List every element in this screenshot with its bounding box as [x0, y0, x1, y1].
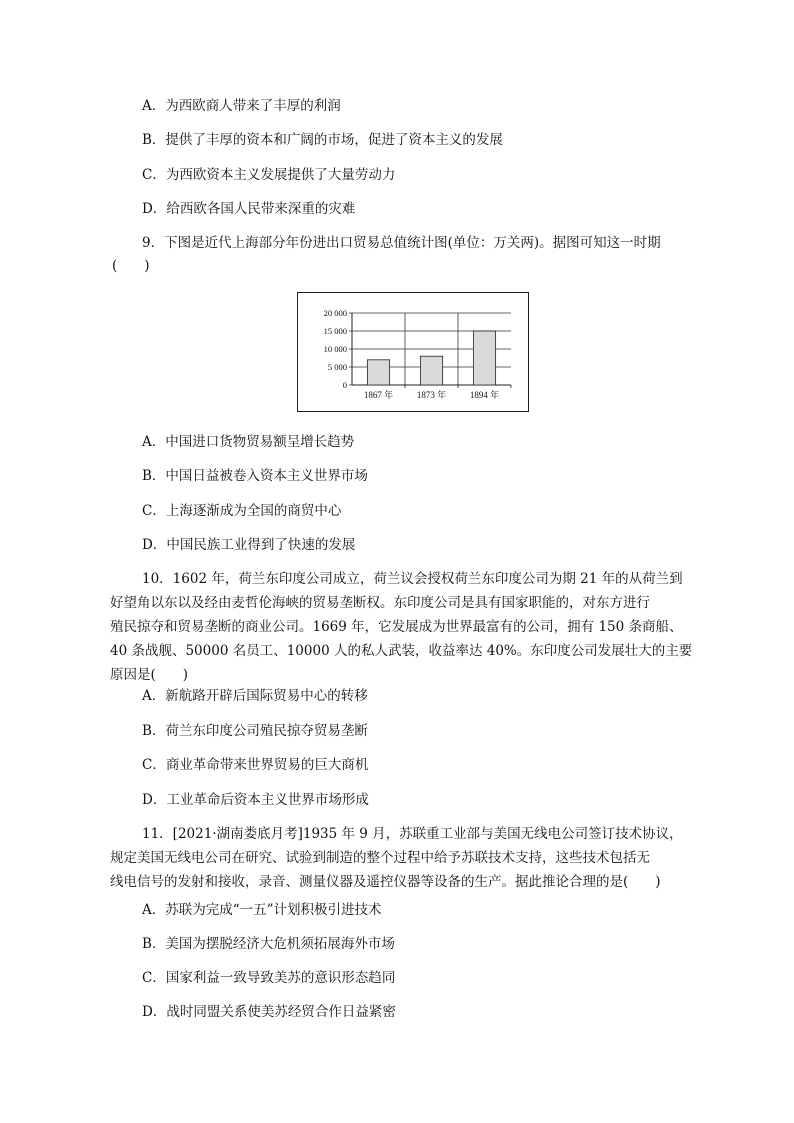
x-tick-label: 1894 年 — [469, 390, 500, 400]
bar-1 — [420, 356, 442, 385]
y-tick-label: 20 000 — [323, 308, 347, 318]
q10-stem-line1: 10．1602 年，荷兰东印度公司成立，荷兰议会授权荷兰东印度公司为期 21 年的从荷兰到 — [142, 571, 683, 587]
q11-option-d: D．战时同盟关系使美苏经贸合作日益紧密 — [142, 1004, 396, 1020]
q10-stem-line2: 好望角以东以及经由麦哲伦海峡的贸易垄断权。东印度公司是具有国家职能的，对东方进行 — [110, 595, 650, 611]
y-tick-label: 0 — [342, 380, 347, 390]
q10-option-d: D．工业革命后资本主义世界市场形成 — [142, 792, 369, 808]
y-tick-label: 5 000 — [327, 362, 347, 372]
q9-option-d: D．中国民族工业得到了快速的发展 — [142, 537, 356, 553]
q8-option-a: A．为西欧商人带来了丰厚的利润 — [142, 98, 341, 114]
trade-value-chart — [297, 292, 529, 412]
q9-option-a: A．中国进口货物贸易额呈增长趋势 — [142, 434, 355, 450]
q11-option-c: C．国家利益一致导致美苏的意识形态趋同 — [142, 970, 396, 986]
q11-stem-line2: 规定美国无线电公司在研究、试验到制造的整个过程中给予苏联技术支持，这些技术包括无 — [110, 850, 650, 866]
x-tick-label: 1867 年 — [363, 390, 394, 400]
y-tick-label: 15 000 — [323, 326, 347, 336]
q10-option-c: C．商业革命带来世界贸易的巨大商机 — [142, 757, 369, 773]
q11-option-a: A．苏联为完成“一五”计划积极引进技术 — [142, 902, 382, 918]
q9-option-b: B．中国日益被卷入资本主义世界市场 — [142, 468, 368, 484]
x-tick-label: 1873 年 — [416, 390, 447, 400]
q10-stem-line3: 殖民掠夺和贸易垄断的商业公司。1669 年，它发展成为世界最富有的公司，拥有 150 条商船、 — [110, 619, 683, 635]
q10-stem-line5: 原因是( ) — [110, 667, 189, 683]
q9-stem-line1: 9．下图是近代上海部分年份进出口贸易总值统计图(单位：万关两)。据图可知这一时期 — [142, 235, 661, 251]
q9-option-c: C．上海逐渐成为全国的商贸中心 — [142, 503, 342, 519]
q11-option-b: B．美国为摆脱经济大危机须拓展海外市场 — [142, 936, 395, 952]
q11-stem-line3: 线电信号的发射和接收，录音、测量仪器及遥控仪器等设备的生产。据此推论合理的是( ) — [110, 874, 661, 890]
y-tick-label: 10 000 — [323, 344, 347, 354]
q8-option-b: B．提供了丰厚的资本和广阔的市场，促进了资本主义的发展 — [142, 132, 503, 148]
q9-answer-blank: ( ) — [112, 258, 150, 274]
bar-2 — [473, 331, 495, 385]
q8-option-c: C．为西欧资本主义发展提供了大量劳动力 — [142, 167, 396, 183]
q8-option-d: D．给西欧各国人民带来深重的灾难 — [142, 201, 356, 217]
q11-stem-line1: 11．[2021·湖南娄底月考]1935 年 9 月，苏联重工业部与美国无线电公司签订技术协议， — [142, 826, 683, 842]
q10-option-b: B．荷兰东印度公司殖民掠夺贸易垄断 — [142, 723, 368, 739]
q10-stem-line4: 40 条战舰、50000 名员工、10000 人的私人武装，收益率达 40%。东印度公司发展壮大的主要 — [110, 643, 693, 659]
chart-svg — [298, 293, 528, 411]
bar-0 — [367, 360, 389, 385]
q10-option-a: A．新航路开辟后国际贸易中心的转移 — [142, 688, 368, 704]
